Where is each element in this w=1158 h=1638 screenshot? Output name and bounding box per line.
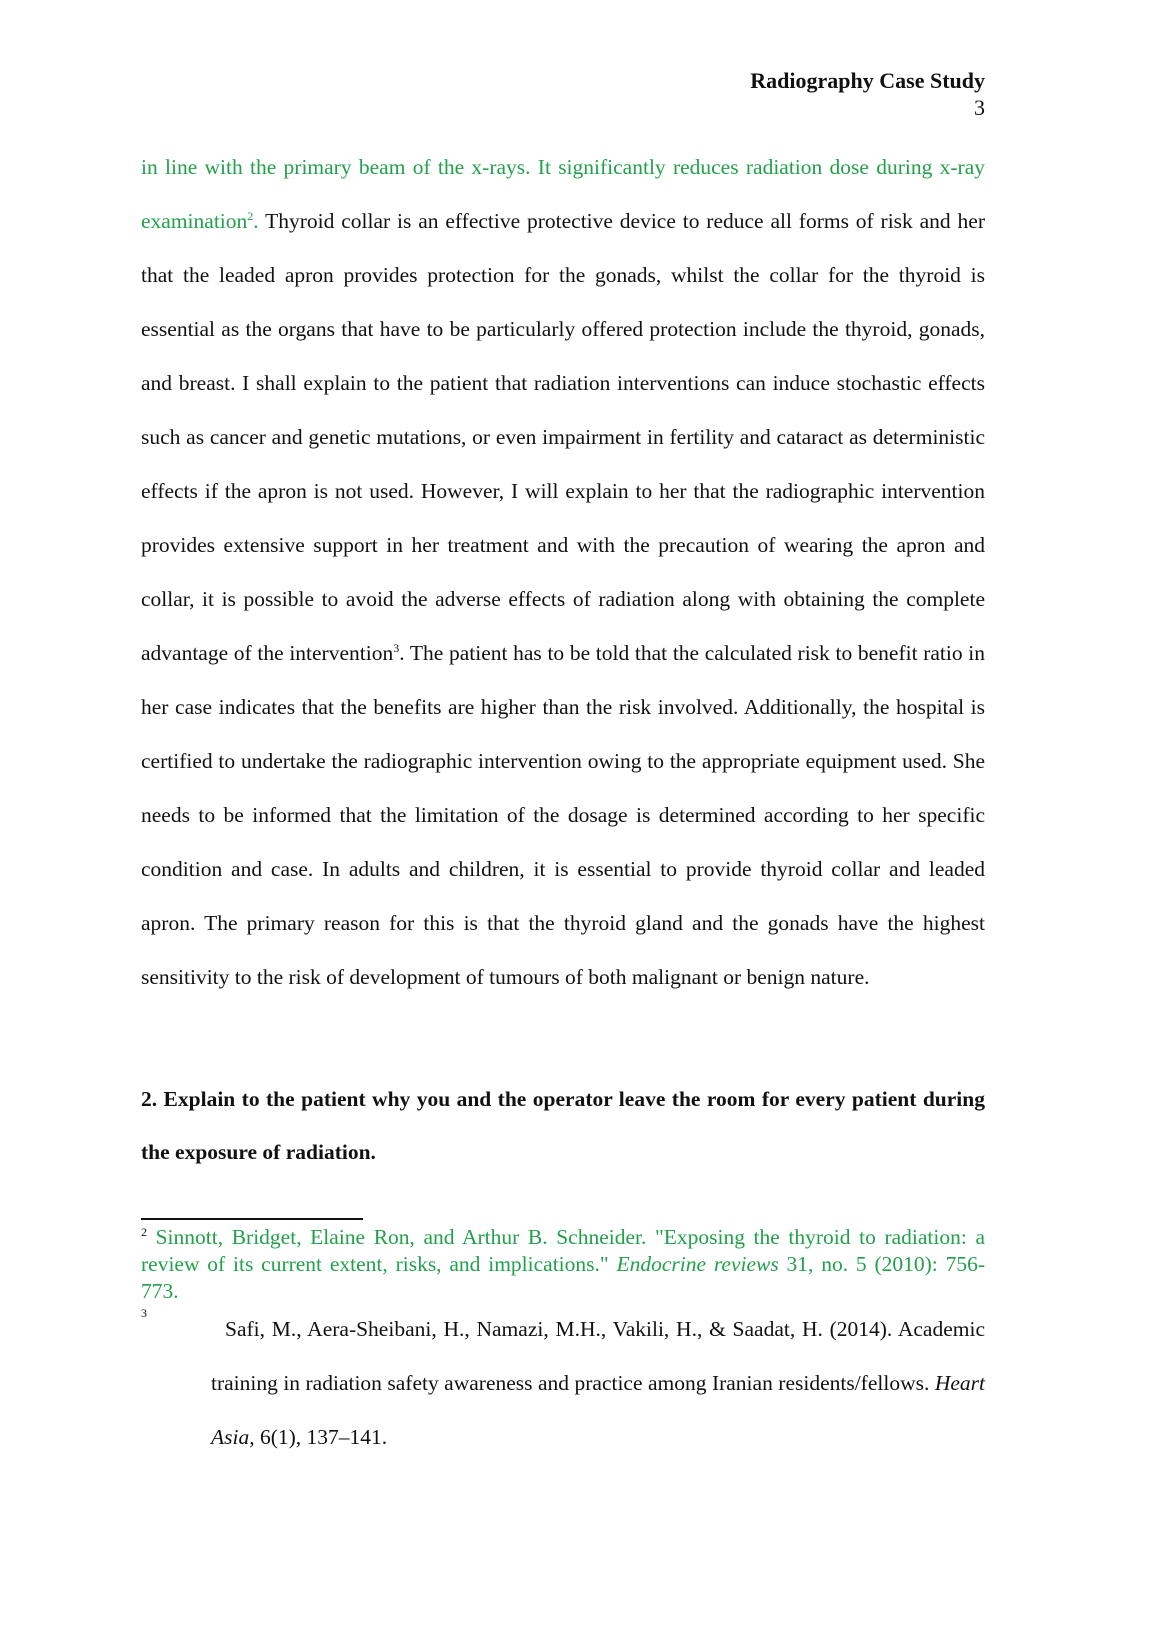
footnote-2 <box>141 1224 985 1305</box>
body-paragraph <box>141 140 985 1004</box>
running-header <box>750 67 985 121</box>
cited-text-period: . <box>253 209 259 233</box>
header-title: Radiography Case Study <box>750 68 985 93</box>
footnote-ref-3[interactable]: 3 <box>393 640 400 655</box>
footnote-3-text: Safi, M., Aera-Sheibani, H., Namazi, M.H., Vakili, H., & Saadat, H. (2014). Academic training in radiation safety awareness and practice among Iranian residents/fellows. <box>211 1317 985 1395</box>
question-heading: 2. Explain to the patient why you and the operator leave the room for every patient during the exposure of radiation. <box>141 1087 985 1164</box>
footnote-3-mark: 3 <box>141 1306 147 1320</box>
footnote-3-journal: Heart Asia <box>211 1371 985 1449</box>
paragraph-text-2: . The patient has to be told that the calculated risk to benefit ratio in her case indicates that the benefits are higher than the risk involved. Additionally, the hospital is certified to undertake the radiographic intervention owing to the appropriate equipment used. She needs to be informed that the limitation of the dosage is determined according to her specific condition and case. In adults and children, it is essential to provide thyroid collar and leaded apron. The primary reason for this is that the thyroid gland and the gonads have the highest sensitivity to the risk of development of tumours of both malignant or benign nature. <box>141 641 986 989</box>
footnote-2-mark: 2 <box>141 1224 147 1239</box>
footnote-ref-2[interactable]: 2 <box>247 208 254 223</box>
paragraph-text-1: Thyroid collar is an effective protective device to reduce all forms of risk and her that the leaded apron provides protection for the gonads, whilst the collar for the thyroid is essential as the organs that have to be particularly offered protection include the thyroid, gonads, and breast. I shall explain to the patient that radiation interventions can induce stochastic effects such as cancer and genetic mutations, or even impairment in fertility and cataract as deterministic effects if the apron is not used. However, I will explain to her that the radiographic intervention provides extensive support in her treatment and with the precaution of wearing the apron and collar, it is possible to avoid the adverse effects of radiation along with obtaining the complete advantage of the intervention <box>141 209 985 665</box>
footnote-3-rest: , 6(1), 137–141. <box>249 1425 388 1449</box>
footnote-separator <box>141 1218 363 1220</box>
footnote-2-text: Sinnott, Bridget, Elaine Ron, and Arthur B. Schneider. "Exposing the thyroid to radiation: a review of its current extent, risks, and implications." <box>141 1225 985 1276</box>
cited-text: in line with the primary beam of the x-rays. It significantly reduces radiation dose during x-ray examination <box>141 155 985 233</box>
footnote-2-rest: 31, no. 5 (2010): 756-773. <box>141 1252 985 1303</box>
page-number: 3 <box>974 95 985 120</box>
footnote-2-journal: Endocrine reviews <box>616 1252 779 1276</box>
footnote-3 <box>211 1302 985 1464</box>
